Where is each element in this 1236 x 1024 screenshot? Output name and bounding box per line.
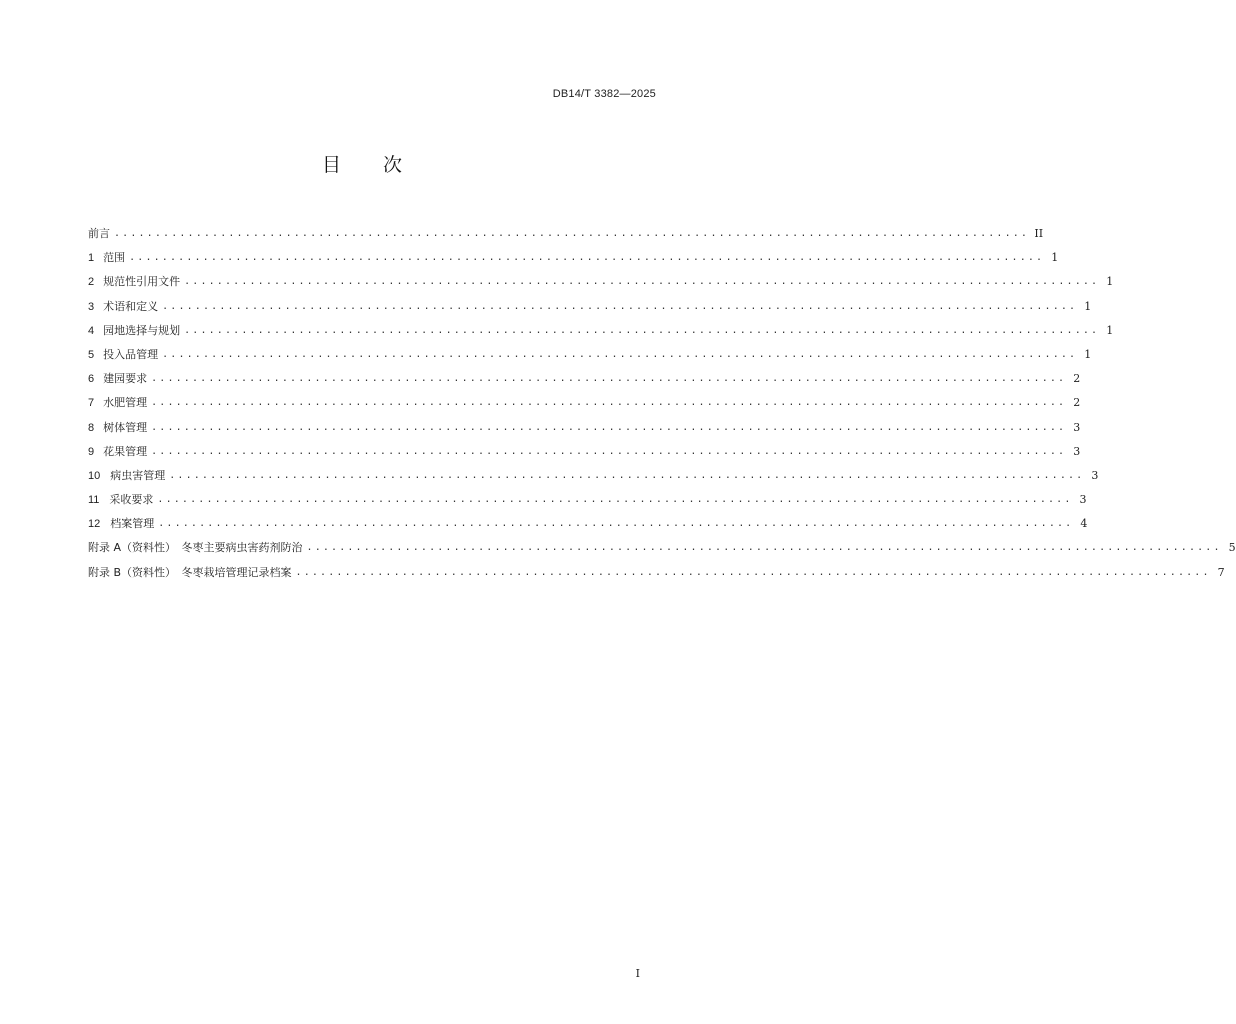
toc-leader: ................................................................................................................ [306, 542, 1222, 554]
toc-entry-12[interactable] [88, 516, 1088, 540]
toc-entry-2[interactable] [88, 274, 1114, 298]
toc-page: 3 [1079, 493, 1087, 507]
toc-page: 2 [1073, 396, 1081, 410]
toc-entry-appendix-a[interactable] [88, 540, 1236, 564]
toc-leader: ................................................................................................................ [162, 348, 1078, 360]
footer-page-number: I [635, 967, 640, 980]
toc-leader: ................................................................................................................ [162, 300, 1078, 312]
title-char-1: 目 [321, 154, 341, 176]
toc-label: 档案管理 [110, 517, 155, 531]
toc-entry-7[interactable] [88, 395, 1081, 419]
toc-number: 7 [88, 397, 95, 410]
page-title [0, 150, 724, 177]
toc-entry-3[interactable] [88, 299, 1092, 323]
toc-label: 附录 B（资料性） 冬枣栽培管理记录档案 [88, 565, 292, 579]
toc-page: 3 [1091, 468, 1099, 482]
toc-label: 前言 [88, 227, 110, 240]
toc-leader: ................................................................................................................ [158, 518, 1074, 530]
toc-label: 树体管理 [103, 420, 148, 434]
table-of-contents [88, 226, 1236, 589]
toc-page: 1 [1106, 275, 1114, 289]
toc-leader: ................................................................................................................ [295, 566, 1211, 578]
toc-entry-foreword[interactable] [88, 226, 1044, 250]
toc-page: 1 [1051, 251, 1059, 265]
toc-page: 4 [1080, 517, 1088, 531]
toc-entry-5[interactable] [88, 347, 1092, 371]
toc-entry-10[interactable] [88, 468, 1099, 492]
toc-leader: ................................................................................................................ [151, 373, 1067, 385]
toc-entry-8[interactable] [88, 420, 1081, 444]
toc-page: 5 [1228, 541, 1236, 555]
toc-page: 7 [1217, 565, 1225, 579]
toc-leader: ................................................................................................................ [151, 445, 1067, 457]
toc-entry-9[interactable] [88, 444, 1081, 468]
toc-number: 9 [88, 445, 95, 458]
toc-page: 3 [1073, 420, 1081, 434]
toc-number: 4 [88, 324, 95, 337]
toc-number: 11 [88, 494, 100, 507]
toc-leader: ................................................................................................................ [184, 324, 1100, 336]
toc-label: 投入品管理 [103, 347, 159, 361]
toc-leader: ................................................................................................................ [129, 252, 1045, 264]
toc-number: 5 [88, 348, 95, 361]
toc-label: 规范性引用文件 [103, 275, 181, 289]
toc-page: II [1034, 227, 1044, 240]
toc-leader: ................................................................................................................ [184, 276, 1100, 288]
toc-entry-11[interactable] [88, 492, 1087, 516]
toc-label: 花果管理 [103, 444, 148, 458]
toc-label: 建园要求 [103, 372, 148, 386]
toc-page: 1 [1084, 347, 1092, 361]
toc-entry-6[interactable] [88, 371, 1081, 395]
toc-number: 8 [88, 421, 95, 434]
toc-page: 1 [1106, 323, 1114, 337]
toc-entry-appendix-b[interactable] [88, 565, 1225, 589]
toc-number: 3 [88, 300, 95, 313]
toc-page: 2 [1073, 372, 1081, 386]
toc-label: 水肥管理 [103, 396, 148, 410]
toc-entry-1[interactable] [88, 250, 1059, 274]
toc-leader: ................................................................................................................ [114, 228, 1030, 239]
toc-label: 园地选择与规划 [103, 323, 181, 337]
toc-label: 范围 [103, 251, 126, 265]
toc-number: 1 [88, 252, 95, 265]
toc-leader: ................................................................................................................ [169, 469, 1085, 481]
toc-leader: ................................................................................................................ [157, 494, 1073, 506]
toc-leader: ................................................................................................................ [151, 397, 1067, 409]
toc-number: 2 [88, 276, 95, 289]
toc-leader: ................................................................................................................ [151, 421, 1067, 433]
toc-label: 附录 A（资料性） 冬枣主要病虫害药剂防治 [88, 541, 303, 555]
toc-entry-4[interactable] [88, 323, 1114, 347]
title-char-2: 次 [383, 154, 403, 176]
standard-code: DB14/T 3382—2025 [552, 88, 656, 100]
toc-page: 1 [1084, 299, 1092, 313]
toc-page: 3 [1073, 444, 1081, 458]
toc-number: 10 [88, 469, 101, 482]
toc-number: 6 [88, 373, 95, 386]
toc-label: 采收要求 [109, 493, 154, 507]
toc-label: 病虫害管理 [110, 468, 166, 482]
toc-label: 术语和定义 [103, 299, 159, 313]
toc-number: 12 [88, 518, 101, 531]
